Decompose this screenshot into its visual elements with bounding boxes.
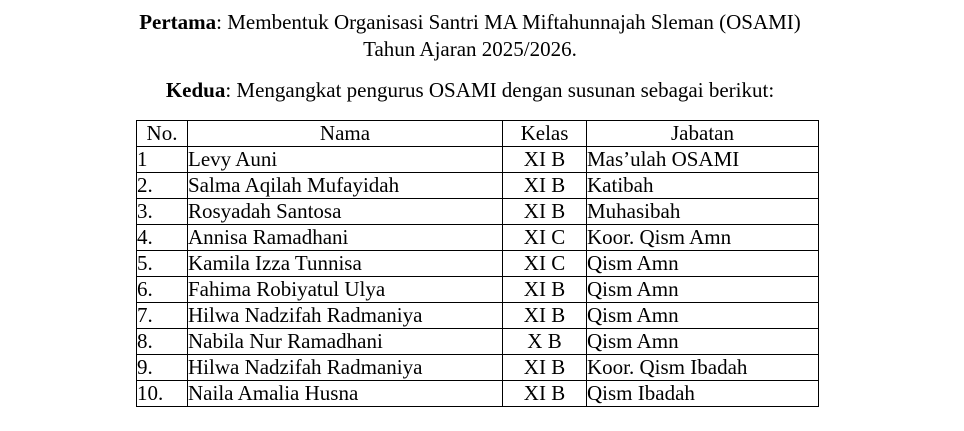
pertama-text-line2: Tahun Ajaran 2025/2026. [363, 37, 577, 61]
cell-jabatan: Mas’ulah OSAMI [587, 147, 819, 173]
cell-no: 9. [137, 355, 188, 381]
cell-jabatan: Muhasibah [587, 199, 819, 225]
cell-nama: Levy Auni [188, 147, 503, 173]
kedua-paragraph [0, 77, 940, 104]
cell-kelas: XI C [503, 225, 587, 251]
cell-jabatan: Qism Amn [587, 329, 819, 355]
cell-no: 8. [137, 329, 188, 355]
cell-kelas: XI B [503, 173, 587, 199]
table-row [137, 355, 819, 381]
cell-no: 6. [137, 277, 188, 303]
cell-jabatan: Koor. Qism Ibadah [587, 355, 819, 381]
cell-kelas: X B [503, 329, 587, 355]
table-row [137, 173, 819, 199]
table-row [137, 251, 819, 277]
table-header-row [137, 121, 819, 147]
cell-no: 1 [137, 147, 188, 173]
pertama-label: Pertama [139, 10, 217, 34]
cell-jabatan: Qism Amn [587, 303, 819, 329]
header-no: No. [137, 121, 188, 147]
header-nama: Nama [188, 121, 503, 147]
cell-no: 7. [137, 303, 188, 329]
cell-kelas: XI C [503, 251, 587, 277]
cell-nama: Kamila Izza Tunnisa [188, 251, 503, 277]
table-row [137, 381, 819, 407]
table-row [137, 277, 819, 303]
table-row [137, 199, 819, 225]
cell-nama: Fahima Robiyatul Ulya [188, 277, 503, 303]
cell-nama: Salma Aqilah Mufayidah [188, 173, 503, 199]
cell-nama: Naila Amalia Husna [188, 381, 503, 407]
cell-jabatan: Katibah [587, 173, 819, 199]
table-row [137, 329, 819, 355]
pertama-paragraph [0, 9, 940, 63]
cell-jabatan: Qism Ibadah [587, 381, 819, 407]
table-row [137, 303, 819, 329]
cell-kelas: XI B [503, 355, 587, 381]
cell-jabatan: Koor. Qism Amn [587, 225, 819, 251]
cell-kelas: XI B [503, 303, 587, 329]
cell-no: 10. [137, 381, 188, 407]
cell-nama: Hilwa Nadzifah Radmaniya [188, 355, 503, 381]
cell-kelas: XI B [503, 147, 587, 173]
cell-no: 4. [137, 225, 188, 251]
pengurus-table [136, 120, 819, 407]
kedua-text: : Mengangkat pengurus OSAMI dengan susunan sebagai berikut: [225, 78, 775, 102]
cell-jabatan: Qism Amn [587, 251, 819, 277]
cell-jabatan: Qism Amn [587, 277, 819, 303]
table-row [137, 147, 819, 173]
cell-nama: Nabila Nur Ramadhani [188, 329, 503, 355]
cell-kelas: XI B [503, 199, 587, 225]
cell-nama: Hilwa Nadzifah Radmaniya [188, 303, 503, 329]
header-jabatan: Jabatan [587, 121, 819, 147]
cell-kelas: XI B [503, 381, 587, 407]
cell-no: 2. [137, 173, 188, 199]
kedua-label: Kedua [165, 78, 226, 102]
cell-no: 3. [137, 199, 188, 225]
header-kelas: Kelas [503, 121, 587, 147]
pertama-text-line1: : Membentuk Organisasi Santri MA Miftahunnajah Sleman (OSAMI) [216, 10, 801, 34]
cell-nama: Rosyadah Santosa [188, 199, 503, 225]
cell-no: 5. [137, 251, 188, 277]
table-row [137, 225, 819, 251]
cell-kelas: XI B [503, 277, 587, 303]
cell-nama: Annisa Ramadhani [188, 225, 503, 251]
